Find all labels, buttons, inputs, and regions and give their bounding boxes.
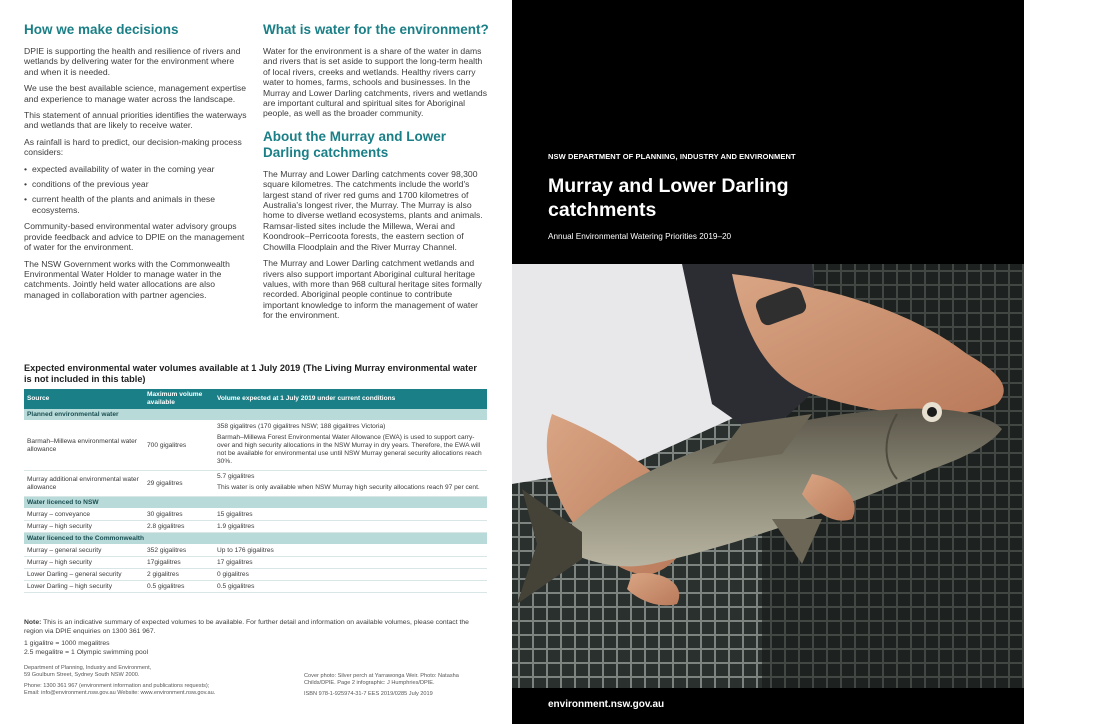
expected-note: Barmah–Millewa Forest Environmental Water Allowance (EWA) is used to support carry-over and high security allocations in the NSW Murray in dry years. Therefore, the EWA will not be available for environmental use until NSW Murray general security allocations reach 30%. <box>217 433 482 465</box>
cell-max: 30 gigalitres <box>144 509 214 521</box>
table-row <box>24 581 487 593</box>
cell-expected <box>214 421 487 471</box>
credit-line: Cover photo: Silver perch at Yarrawonga Weir. Photo: Natasha <box>304 673 459 679</box>
water-paragraph: Water for the environment is a share of the water in dams and rivers that is set aside to support the long-term health of local rivers, creeks and wetlands. Healthy rivers carry water to homes, farms, schools and businesses. In the Murray and Lower Darling catchments, rivers and wetlands are important cultural and spiritual sites for Aboriginal people, as well as the broader community. <box>263 46 488 119</box>
cell-max: 0.5 gigalitres <box>144 581 214 593</box>
isbn-line: ISBN 978-1-925974-31-7 EES 2019/0285 July 2019 <box>304 690 433 697</box>
address-line: Department of Planning, Industry and Environment, <box>24 665 152 671</box>
photo-credits <box>304 673 494 698</box>
column-header-expected: Volume expected at 1 July 2019 under current conditions <box>214 389 487 409</box>
expected-volume: 358 gigalitres (170 gigalitres NSW; 188 gigalitres Victoria) <box>217 422 386 430</box>
group-label: Water licenced to the Commonwealth <box>24 533 487 545</box>
table-header-row <box>24 389 487 409</box>
cover-photo-illustration <box>512 264 1024 688</box>
logo-wordmark: NSW <box>1063 61 1111 83</box>
cell-max: 2 gigalitres <box>144 569 214 581</box>
cell-max: 2.8 gigalitres <box>144 521 214 533</box>
table-row <box>24 421 487 471</box>
cell-max: 17gigalitres <box>144 557 214 569</box>
table-row <box>24 569 487 581</box>
table-row <box>24 509 487 521</box>
water-volumes-table <box>24 389 487 593</box>
contact-details <box>24 665 284 698</box>
website-link[interactable]: environment.nsw.gov.au <box>548 699 665 710</box>
cell-source: Barmah–Millewa environmental water allowance <box>24 421 144 471</box>
decisions-column <box>24 22 248 306</box>
cell-expected: 0 gigalitres <box>214 569 487 581</box>
unit-conversion: 2.5 megalitre = 1 Olympic swimming pool <box>24 649 149 656</box>
nsw-government-logo <box>1055 30 1119 96</box>
decisions-heading: How we make decisions <box>24 22 179 37</box>
cell-expected: 1.9 gigalitres <box>214 521 487 533</box>
cell-source: Murray – high security <box>24 557 144 569</box>
water-info-column <box>263 22 489 327</box>
cell-max: 352 gigalitres <box>144 545 214 557</box>
cell-expected: 0.5 gigalitres <box>214 581 487 593</box>
catchments-paragraph: The Murray and Lower Darling catchments cover 98,300 square kilometres. The catchments include the world's largest stand of river red gums and 1700 kilometres of Australia's longest river, the Murray. The Murray is also home to diverse wetland ecosystems, plants and animals. Ramsar-listed sites include the Millewa, Werai and Koondrook–Perricoota forests, the eastern section of Chowilla Floodplain and the River Murray Channel. <box>263 168 483 252</box>
cell-source: Lower Darling – general security <box>24 569 144 581</box>
decisions-paragraph: This statement of annual priorities identifies the waterways and wetlands that are likely to receive water. <box>24 110 247 131</box>
decisions-paragraph: We use the best available science, management expertise and experience to manage water across the landscape. <box>24 83 246 104</box>
cell-source: Lower Darling – high security <box>24 581 144 593</box>
credit-line: Childs/DPIE. Page 2 infographic: J Humphries/DPIE. <box>304 680 435 687</box>
column-header-source: Source <box>24 389 144 409</box>
decisions-paragraph: DPIE is supporting the health and resilience of rivers and wetlands by delivering water for the environment where and when it is needed. <box>24 46 241 77</box>
table-row <box>24 471 487 497</box>
cell-max: 700 gigalitres <box>144 421 214 471</box>
table-title: Expected environmental water volumes available at 1 July 2019 (The Living Murray environmental water is not included in this table) <box>24 363 477 384</box>
cover-photo-fish <box>512 264 1024 688</box>
table-group-row <box>24 533 487 545</box>
cover-title: Murray and Lower Darling catchments <box>548 175 789 221</box>
table-note <box>24 618 487 657</box>
catchments-paragraph: The Murray and Lower Darling catchment wetlands and rivers also support important Aboriginal cultural heritage values, with more than 968 cultural heritage sites formally recorded. Aboriginal people continue to contribute important knowledge to inform the management of water for the environment. <box>263 258 482 321</box>
cell-source: Murray – conveyance <box>24 509 144 521</box>
decisions-paragraph: As rainfall is hard to predict, our decision-making process considers: <box>24 136 242 158</box>
table-group-row <box>24 409 487 421</box>
list-item: • conditions of the previous year <box>24 179 248 189</box>
cell-expected: 15 gigalitres <box>214 509 487 521</box>
email-line: Email: info@environment.nsw.gov.au Website: www.environment.nsw.gov.au. <box>24 690 216 697</box>
address-line: 59 Goulburn Street, Sydney South NSW 2000. <box>24 672 140 679</box>
note-label: Note: <box>24 619 42 626</box>
phone-line: Phone: 1300 361 967 (environment information and publications requests); <box>24 682 210 689</box>
note-body: This is an indicative summary of expected volumes to be available. For further detail and information on available volumes, please contact the region via DPIE enquiries on 1300 361 967. <box>24 619 469 635</box>
table-row <box>24 521 487 533</box>
expected-volume: 5.7 gigalitres <box>217 472 255 480</box>
unit-conversion: 1 gigalitre = 1000 megalitres <box>24 640 110 647</box>
decisions-paragraph: Community-based environmental water advisory groups provide feedback and advice to DPIE on the management of water for the environment. <box>24 221 245 253</box>
table-row <box>24 545 487 557</box>
cell-source: Murray additional environmental water allowance <box>24 471 144 497</box>
table-row <box>24 557 487 569</box>
group-label: Planned environmental water <box>24 409 487 421</box>
cover-subtitle: Annual Environmental Watering Priorities 2019–20 <box>548 232 732 241</box>
note-text <box>24 618 487 636</box>
list-item: • current health of the plants and animals in these ecosystems. <box>24 194 248 215</box>
water-volumes-table-section <box>24 363 487 593</box>
cover-panel <box>512 0 1111 724</box>
cell-source: Murray – high security <box>24 521 144 533</box>
logo-subtext: GOVERNMENT <box>1063 83 1111 90</box>
water-for-environment-heading: What is water for the environment? <box>263 22 489 37</box>
cell-expected: Up to 176 gigalitres <box>214 545 487 557</box>
cell-source: Murray – general security <box>24 545 144 557</box>
cell-expected: 17 gigalitres <box>214 557 487 569</box>
table-group-row <box>24 497 487 509</box>
decisions-paragraph: The NSW Government works with the Commonwealth Environmental Water Holder to manage water in the catchments. Jointly held water allocations are also managed in collaboration with partner agencies. <box>24 258 230 300</box>
group-label: Water licenced to NSW <box>24 497 487 509</box>
list-item: • expected availability of water in the coming year <box>24 164 248 174</box>
decision-factors-list <box>24 164 248 216</box>
department-name: NSW DEPARTMENT OF PLANNING, INDUSTRY AND ENVIRONMENT <box>548 152 796 161</box>
about-catchments-heading: About the Murray and Lower Darling catchments <box>263 128 447 160</box>
column-header-maximum: Maximum volume available <box>144 389 214 409</box>
cell-max: 29 gigalitres <box>144 471 214 497</box>
cell-expected <box>214 471 487 497</box>
expected-note: This water is only available when NSW Murray high security allocations reach 97 per cent. <box>217 483 480 491</box>
